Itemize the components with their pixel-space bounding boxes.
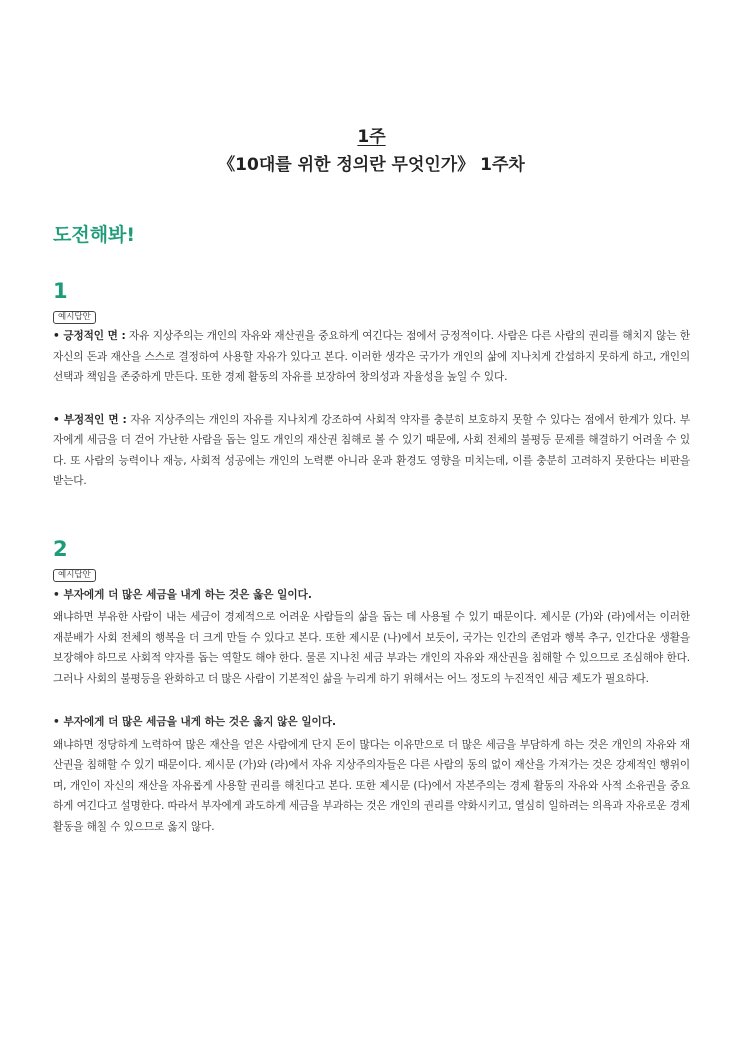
page-header — [53, 0, 690, 178]
question-number: 1 — [53, 279, 68, 303]
negative-lead: • 부정적인 면 : — [53, 413, 127, 426]
pro-paragraph: 왜냐하면 부유한 사람이 내는 세금이 경제적으로 어려운 사람들의 삶을 돕는 데 사용될 수 있기 때문이다. 제시문 (가)와 (라)에서는 이러한 재분배가 사회 전체의 행복을 더 크게 만들 수 있다고 본다. 또한 제시문 (나)에서 보듯이, 국가는 인간의 존엄과 행복 추구, 인간다운 생활을 보장해야 하므로 사회적 약자를 돕는 역할도 해야 한다. 물론 지나친 세금 부과는 개인의 자유와 재산권을 침해할 수 있으므로 조심해야 한다. 그러나 사회의 불평등을 완화하고 더 많은 사람이 기본적인 삶을 누리게 하기 위해서는 어느 정도의 누진적인 세금 제도가 필요하다. — [53, 611, 690, 685]
con-paragraph: 왜냐하면 정당하게 노력하여 많은 재산을 얻은 사람에게 단지 돈이 많다는 이유만으로 더 많은 세금을 부담하게 하는 것은 개인의 자유와 재산권을 침해할 수 있기 때문이다. 제시문 (가)와 (라)에서 자유 지상주의자들은 다른 사람의 동의 없이 재산을 가져가는 것은 강제적인 행위이며, 개인이 자신의 재산을 자유롭게 사용할 권리를 해친다고 본다. 또한 제시문 (다)에서 자본주의는 경제 활동의 자유와 사적 소유권을 중요하게 여긴다고 설명한다. 따라서 부자에게 과도하게 세금을 부과하는 것은 개인의 권리를 약화시키고, 열심히 일하려는 의욕과 자유로운 경제 활동을 해칠 수 있으므로 옳지 않다. — [53, 738, 690, 833]
sample-answer-badge: 예시답안 — [53, 311, 96, 324]
question-number: 2 — [53, 536, 68, 561]
positive-paragraph — [53, 326, 690, 388]
con-heading: • 부자에게 더 많은 세금을 내게 하는 것은 옳지 않은 일이다. — [53, 716, 337, 728]
week-label: 1주 — [357, 127, 386, 147]
negative-paragraph — [53, 410, 690, 492]
negative-text: 자유 지상주의는 개인의 자유를 지나치게 강조하여 사회적 약자를 충분히 보호하지 못할 수 있다는 점에서 한계가 있다. 부자에게 세금을 더 걷어 가난한 사람을 돕는 일도 개인의 재산권 침해로 볼 수 있기 때문에, 사회 전체의 불평등 문제를 해결하기 어려울 수 있다. 또 사람의 능력이나 재능, 사회적 성공에는 개인의 노력뿐 아니라 운과 환경도 영향을 미치는데, 이를 충분히 고려하지 못한다는 비판을 받는다. — [53, 413, 690, 487]
pro-heading: • 부자에게 더 많은 세금을 내게 하는 것은 옳은 일이다. — [53, 588, 312, 601]
positive-text: 자유 지상주의는 개인의 자유와 재산권을 중요하게 여긴다는 점에서 긍정적이다. 사람은 다른 사람의 권리를 해치지 않는 한 자신의 돈과 재산을 스스로 결정하여 사용할 자유가 있다고 본다. 이러한 생각은 국가가 개인의 삶에 지나치게 간섭하지 못하게 하고, 개인의 선택과 책임을 존중하게 만든다. 또한 경제 활동의 자유를 보장하여 창의성과 자율성을 높일 수 있다. — [53, 330, 690, 383]
question-2 — [53, 536, 690, 838]
challenge-heading: 도전해봐! — [53, 224, 136, 246]
question-1 — [53, 278, 690, 492]
positive-lead: • 긍정적인 면 : — [53, 330, 126, 342]
sample-answer-badge: 예시답안 — [53, 569, 96, 582]
page-title: 《10대를 위한 정의란 무엇인가》 1주차 — [218, 155, 525, 175]
